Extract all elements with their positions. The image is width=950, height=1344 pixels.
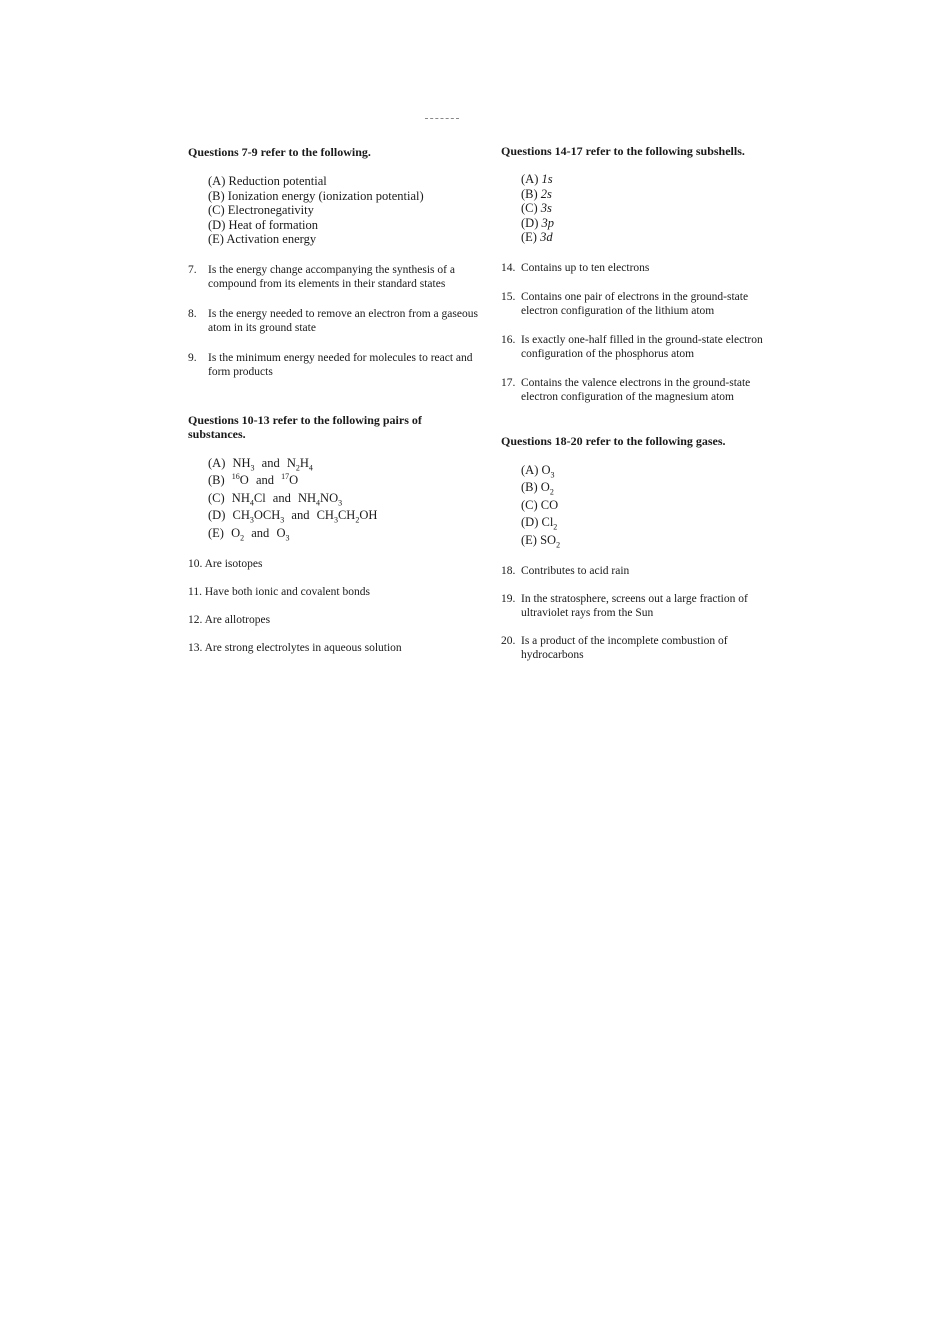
option-d: (D) $CH_3OCH_3$ and $CH_3CH_2OH$ [208,508,378,525]
option-d: (D) $Cl_2$ [521,515,558,532]
question-number: 15. [501,290,516,303]
formula: $NH_4Cl$ [231,490,266,508]
question-number: 19. [501,593,516,606]
option-c: (C) 3s [521,201,552,216]
right-column [501,144,786,662]
formula: $NH_4NO_3$ [297,490,343,508]
option-c: (C) $NH_4Cl$ and $NH_4NO_3$ [208,490,343,508]
options-10-13 [208,455,478,543]
question-number: 20. [501,635,516,648]
formula: $N_2H_4$ [286,455,313,473]
option-d: (D) 3p [521,215,554,230]
question-text: Contains the valence electrons in the ground-state electron configuration of the magnesium atom [521,376,751,403]
option-c: (C) Electronegativity [208,203,314,218]
isotope: $^{17}$O [281,472,299,488]
formula: $CH_3CH_2OH$ [316,508,378,525]
question-17 [501,376,786,404]
question-number: 7. [188,263,197,276]
option-a: (A) Reduction potential [208,174,327,188]
option-e: (E) Activation energy [208,232,317,247]
question-18 [501,564,786,578]
question-text: Are allotropes [204,614,271,627]
option-a: (A) $O_3$ [521,462,555,480]
option-b: (B) $O_2$ [521,480,554,497]
question-12 [188,613,478,627]
question-text: Is a product of the incomplete combustion of hydrocarbons [521,635,728,662]
options-18-20 [521,462,786,550]
question-number: 18. [501,565,516,578]
question-20 [501,634,786,662]
option-a: (A) $NH_3$ and $N_2H_4$ [208,455,313,473]
question-text: Is the minimum energy needed for molecules to react and form products [208,351,473,378]
group-heading-14-17: Questions 14-17 refer to the following subshells. [501,144,745,158]
question-number: 12. [188,614,203,627]
option-b: (B) 2s [521,186,552,201]
question-text: Contributes to acid rain [521,565,630,578]
isotope: $^{16}$O [231,472,249,488]
question-number: 8. [188,307,197,320]
group-heading-7-9: Questions 7-9 refer to the following. [188,145,371,159]
question-16 [501,333,786,361]
formula: $O_3$ [276,525,290,543]
question-11 [188,585,478,599]
question-text: Is exactly one-half filled in the ground-state electron configuration of the phosphorus atom [521,333,763,360]
question-text: Contains one pair of electrons in the ground-state electron configuration of the lithium atom [521,290,749,317]
question-15 [501,290,786,318]
question-14 [501,261,786,275]
question-text: Is the energy change accompanying the synthesis of a compound from its elements in their standard states [208,263,455,290]
question-13 [188,641,478,655]
question-19 [501,592,786,620]
question-text: Is the energy needed to remove an electron from a gaseous atom in its ground state [208,307,478,334]
options-7-9 [208,174,478,247]
question-number: 13. [188,642,203,655]
question-text: In the stratosphere, screens out a large fraction of ultraviolet rays from the Sun [521,593,748,620]
header-dash [425,118,459,119]
options-14-17 [521,172,786,245]
formula: $O_2$ [231,525,245,543]
question-number: 16. [501,333,516,346]
question-number: 9. [188,351,197,364]
question-number: 11. [188,586,202,599]
option-b: (B) $^{16}$O and $^{17}$O [208,472,299,488]
formula: $CH_3OCH_3$ [232,508,285,525]
question-text: Are isotopes [204,558,263,571]
question-text: Contains up to ten electrons [521,261,650,274]
group-heading-18-20: Questions 18-20 refer to the following gases. [501,433,726,448]
option-e: (E) $O_2$ and $O_3$ [208,525,290,543]
option-e: (E) 3d [521,230,553,245]
question-text: Are strong electrolytes in aqueous solution [204,642,402,655]
left-column [188,145,478,655]
question-number: 14. [501,261,516,274]
formula: $NH_3$ [232,455,255,473]
option-b: (B) Ionization energy (ionization potential) [208,188,424,203]
option-d: (D) Heat of formation [208,217,319,232]
question-7 [188,263,478,291]
option-a: (A) 1s [521,172,553,186]
question-8 [188,307,478,335]
group-heading-10-13: Questions 10-13 refer to the following pairs of substances. [188,412,422,441]
option-c: (C) CO [521,497,559,512]
question-10 [188,557,478,571]
question-number: 10. [188,558,203,571]
question-number: 17. [501,376,516,389]
question-9 [188,351,478,379]
option-e: (E) $SO_2$ [521,532,561,550]
question-text: Have both ionic and covalent bonds [204,586,370,599]
